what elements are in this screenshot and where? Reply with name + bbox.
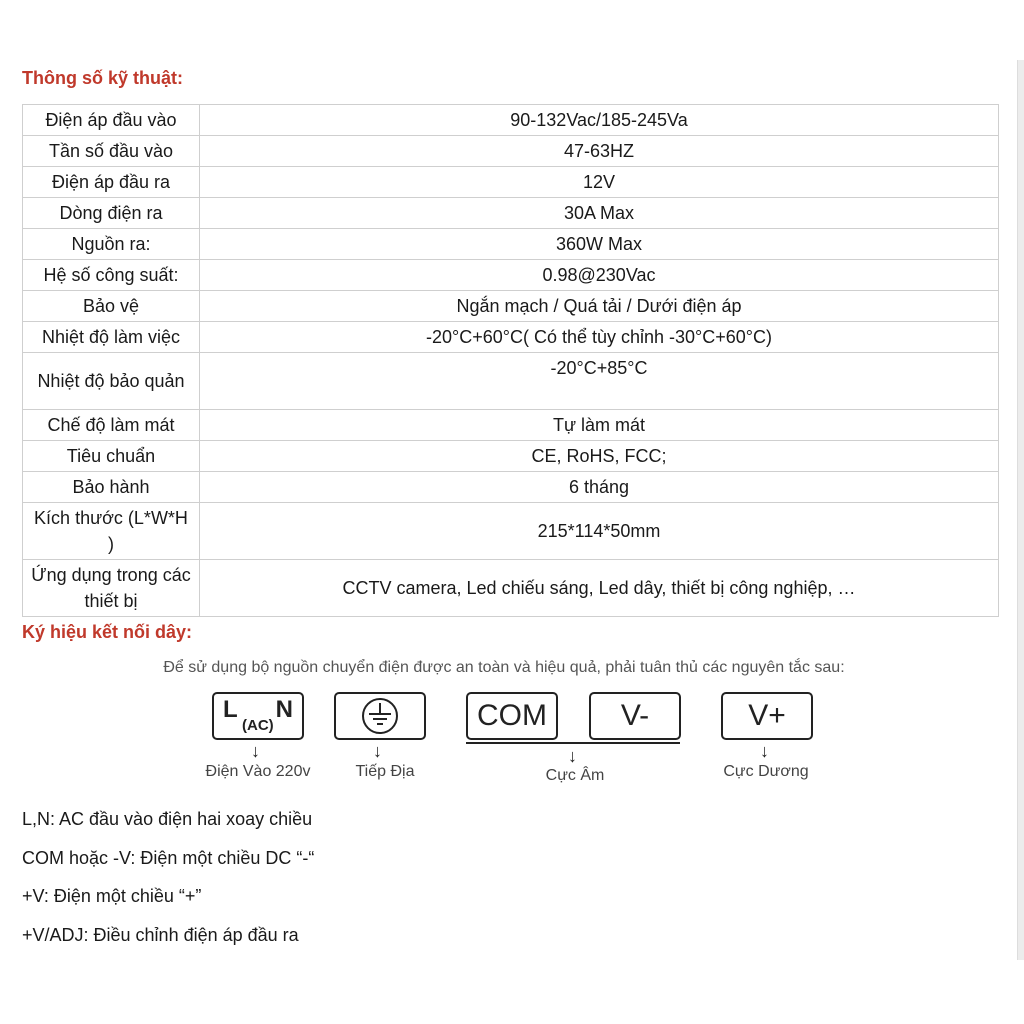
arrow-down-icon: ↓ (251, 741, 260, 761)
table-row (23, 353, 999, 410)
spec-value: 47-63HZ (200, 136, 999, 167)
spec-label: Ứng dụng trong các thiết bị (23, 560, 200, 617)
note-vadj: +V/ADJ: Điều chỉnh điện áp đầu ra (22, 925, 299, 945)
table-row (23, 503, 999, 560)
terminal-l-label: L (223, 696, 238, 723)
terminal-ac-label: (AC) (242, 717, 274, 734)
spec-table (22, 104, 999, 617)
ground-icon (360, 696, 400, 736)
table-row (23, 167, 999, 198)
spec-value: 90-132Vac/185-245Va (200, 105, 999, 136)
spec-value: -20°C+60°C( Có thể tùy chỉnh -30°C+60°C) (200, 322, 999, 353)
spec-value: -20°C+85°C (200, 353, 999, 410)
spec-label: Nhiệt độ bảo quản (23, 353, 200, 410)
spec-label: Nhiệt độ làm việc (23, 322, 200, 353)
spec-label: Tiêu chuẩn (23, 441, 200, 472)
ground-terminal (334, 692, 426, 740)
spec-value: 6 tháng (200, 472, 999, 503)
table-row (23, 560, 999, 617)
spec-label: Bảo vệ (23, 291, 200, 322)
scrollbar[interactable] (1017, 60, 1024, 960)
table-row (23, 441, 999, 472)
spec-label: Dòng điện ra (23, 198, 200, 229)
note-vplus: +V: Điện một chiều “+” (22, 886, 202, 906)
spec-label: Nguồn ra: (23, 229, 200, 260)
spec-value: 360W Max (200, 229, 999, 260)
spec-label: Tần số đầu vào (23, 136, 200, 167)
table-row (23, 198, 999, 229)
table-row (23, 322, 999, 353)
table-row (23, 229, 999, 260)
spec-value: CCTV camera, Led chiếu sáng, Led dây, thiết bị công nghiệp, … (200, 560, 999, 617)
note-ln: L,N: AC đầu vào điện hai xoay chiều (22, 809, 313, 829)
v-minus-terminal (589, 692, 681, 740)
negative-group-line (466, 742, 680, 744)
table-row (23, 410, 999, 441)
table-row (23, 105, 999, 136)
arrow-down-icon: ↓ (373, 741, 382, 761)
spec-label: Kích thước (L*W*H ) (23, 503, 200, 560)
spec-value: Tự làm mát (200, 410, 999, 441)
com-terminal (466, 692, 558, 740)
com-label: COM (477, 699, 547, 732)
note-com: COM hoặc -V: Điện một chiều DC “-“ (22, 848, 315, 868)
spec-label: Chế độ làm mát (23, 410, 200, 441)
spec-label: Hệ số công suất: (23, 260, 200, 291)
spec-value: 30A Max (200, 198, 999, 229)
v-minus-label: V- (620, 699, 650, 732)
spec-value: 12V (200, 167, 999, 198)
table-row (23, 472, 999, 503)
wiring-intro: Để sử dụng bộ nguồn chuyển điện được an toàn và hiệu quả, phải tuân thủ các nguyên tắc sau: (163, 659, 845, 676)
table-row (23, 291, 999, 322)
negative-caption: Cực Âm (545, 767, 605, 784)
spec-heading: Thông số kỹ thuật: (22, 68, 183, 88)
arrow-down-icon: ↓ (760, 741, 769, 761)
spec-label: Điện áp đầu ra (23, 167, 200, 198)
arrow-down-icon: ↓ (568, 746, 577, 766)
ground-caption: Tiếp Địa (355, 763, 415, 780)
wiring-heading: Ký hiệu kết nối dây: (22, 622, 193, 642)
spec-value: CE, RoHS, FCC; (200, 441, 999, 472)
ac-input-terminal (212, 692, 304, 740)
v-plus-label: V+ (748, 699, 786, 732)
spec-value: Ngắn mạch / Quá tải / Dưới điện áp (200, 291, 999, 322)
table-row (23, 136, 999, 167)
spec-value: 215*114*50mm (200, 503, 999, 560)
table-row (23, 260, 999, 291)
terminal-n-label: N (275, 696, 293, 723)
ac-input-caption: Điện Vào 220v (205, 763, 311, 780)
spec-label: Điện áp đầu vào (23, 105, 200, 136)
positive-caption: Cực Dương (723, 763, 809, 780)
spec-label: Bảo hành (23, 472, 200, 503)
v-plus-terminal (721, 692, 813, 740)
spec-value: 0.98@230Vac (200, 260, 999, 291)
